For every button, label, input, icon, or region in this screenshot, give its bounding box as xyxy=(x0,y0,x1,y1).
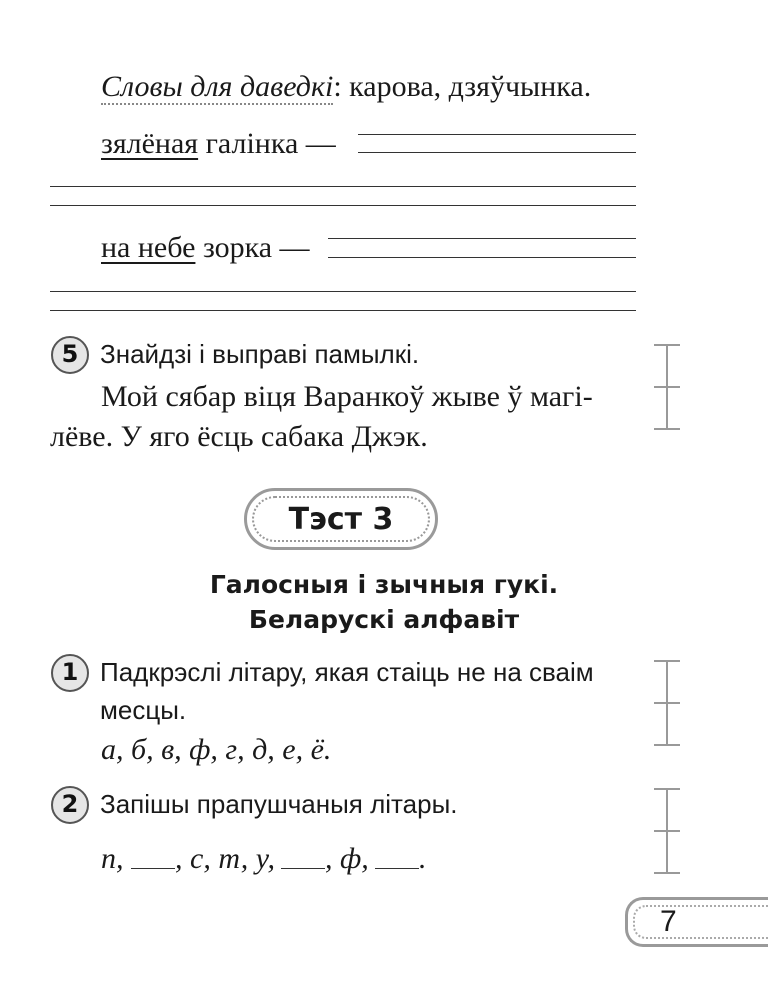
answer-line[interactable] xyxy=(358,152,636,153)
page-number-box xyxy=(625,897,768,947)
hint-words: карова, дзяўчынка. xyxy=(341,70,592,103)
phrase-1 xyxy=(101,127,336,161)
page-number: 7 xyxy=(660,905,677,938)
section-title-line-2: Беларускі алфавіт xyxy=(248,605,520,634)
answer-line[interactable] xyxy=(358,134,636,135)
test-label: Тэст 3 xyxy=(252,496,430,542)
phrase-2-underlined: на небе xyxy=(101,231,196,264)
phrase-2-rest: зорка — xyxy=(195,231,310,264)
task-2-seq-part: , ф, xyxy=(325,842,369,875)
letter-blank[interactable] xyxy=(281,868,325,869)
phrase-1-underlined: зялёная xyxy=(101,127,199,160)
score-scale xyxy=(654,660,680,746)
task-number-badge: 1 xyxy=(51,654,89,692)
phrase-2 xyxy=(101,231,310,265)
task-5-text-line-2: лёве. У яго ёсць сабака Джэк. xyxy=(50,420,428,453)
letter-blank[interactable] xyxy=(131,868,175,869)
task-5-text-line-1: Мой сябар віця Варанкоў жыве ў магі- xyxy=(101,380,593,413)
score-scale xyxy=(654,788,680,874)
letter-blank[interactable] xyxy=(375,868,419,869)
score-scale xyxy=(654,344,680,430)
answer-line[interactable] xyxy=(328,238,636,239)
answer-line[interactable] xyxy=(50,310,636,311)
hint-colon: : xyxy=(333,70,342,103)
task-1-instruction-line-1: Падкрэслі літару, якая стаіць не на сваім xyxy=(100,657,594,687)
task-2-seq-part: . xyxy=(419,842,427,875)
section-title-line-1: Галосныя і зычныя гукі. xyxy=(209,570,559,599)
task-2-seq-part: п, xyxy=(101,842,124,875)
task-1-instruction-line-2: месцы. xyxy=(100,695,187,725)
hint-line xyxy=(101,70,591,104)
answer-line[interactable] xyxy=(50,291,636,292)
task-1-letters[interactable]: а, б, в, ф, г, д, е, ё. xyxy=(101,733,332,766)
answer-line[interactable] xyxy=(328,257,636,258)
task-5-instruction: Знайдзі і выправі памылкі. xyxy=(100,339,420,369)
answer-line[interactable] xyxy=(50,186,636,187)
hint-label: Словы для даведкі xyxy=(101,70,334,103)
test-badge xyxy=(244,488,438,550)
task-2-seq-part: , с, т, у, xyxy=(175,842,276,875)
task-number-badge: 5 xyxy=(51,336,89,374)
task-2-instruction: Запішы прапушчаныя літары. xyxy=(100,789,458,819)
phrase-1-rest: галінка — xyxy=(198,127,336,160)
task-number-badge: 2 xyxy=(51,786,89,824)
answer-line[interactable] xyxy=(50,205,636,206)
